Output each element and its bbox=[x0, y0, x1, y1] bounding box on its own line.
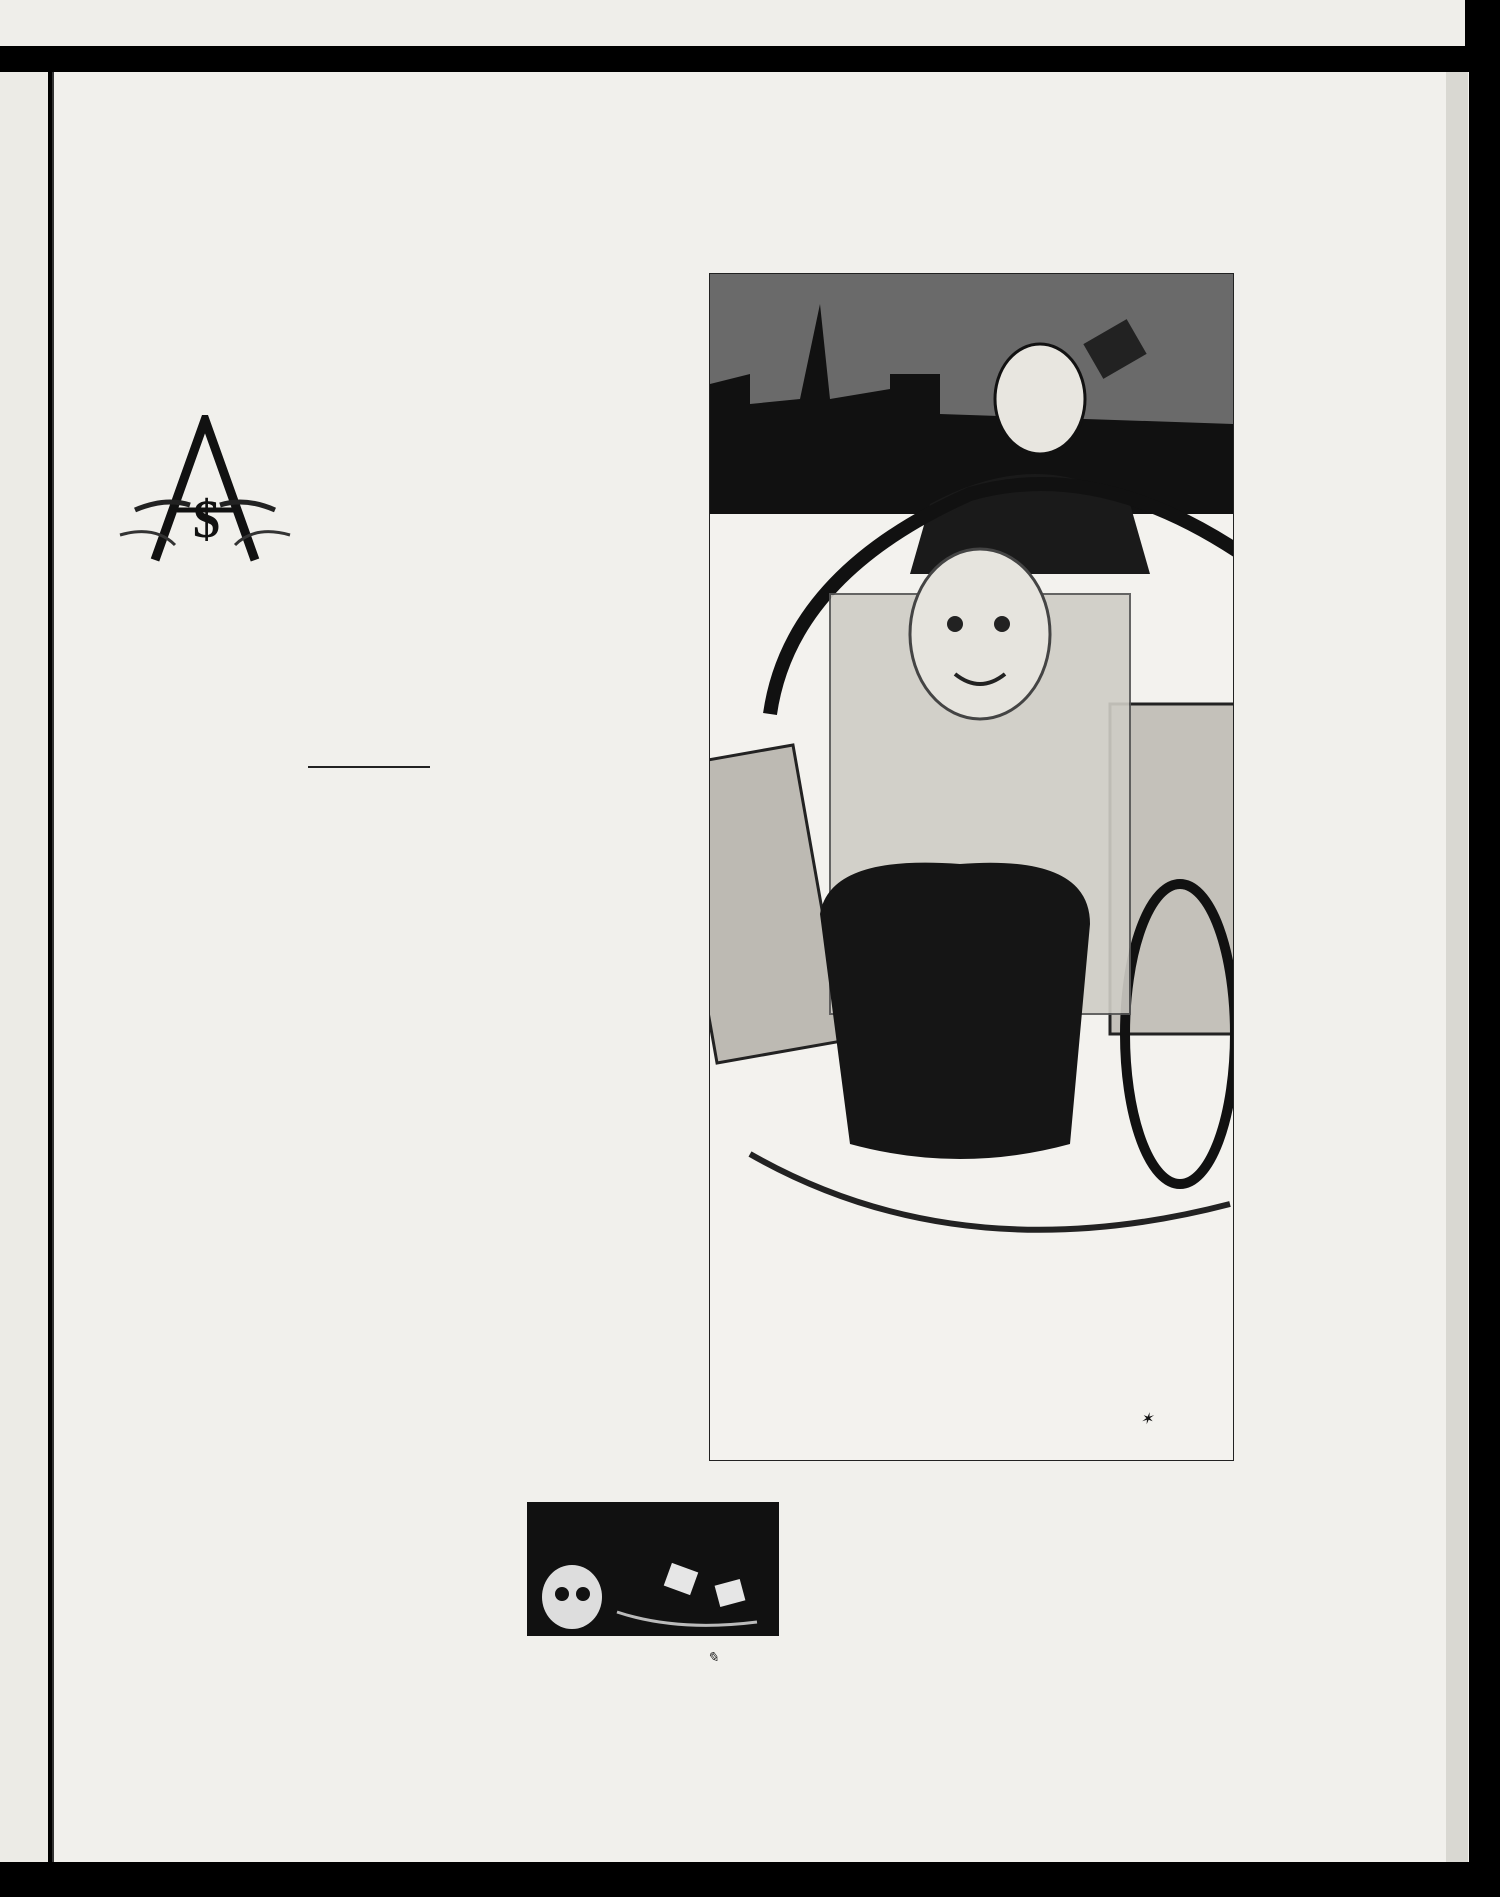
skull-coins-vignette-icon bbox=[527, 1502, 779, 1668]
page-fold bbox=[1446, 72, 1468, 1862]
ornamental-drop-cap bbox=[115, 415, 295, 565]
top-page-edge bbox=[0, 0, 1465, 46]
divider-rule bbox=[308, 766, 430, 768]
runaway-cab-illustration bbox=[709, 273, 1234, 1461]
dollar-trumpet-ornament-icon bbox=[115, 415, 295, 565]
left-page-edge bbox=[0, 72, 48, 1862]
svg-text:✎: ✎ bbox=[707, 1651, 719, 1666]
svg-text:✶: ✶ bbox=[1140, 1411, 1154, 1428]
svg-text:$: $ bbox=[193, 489, 220, 549]
cab-ghost-drawing-icon bbox=[710, 274, 1233, 1460]
skull-dice-vignette bbox=[527, 1502, 779, 1668]
